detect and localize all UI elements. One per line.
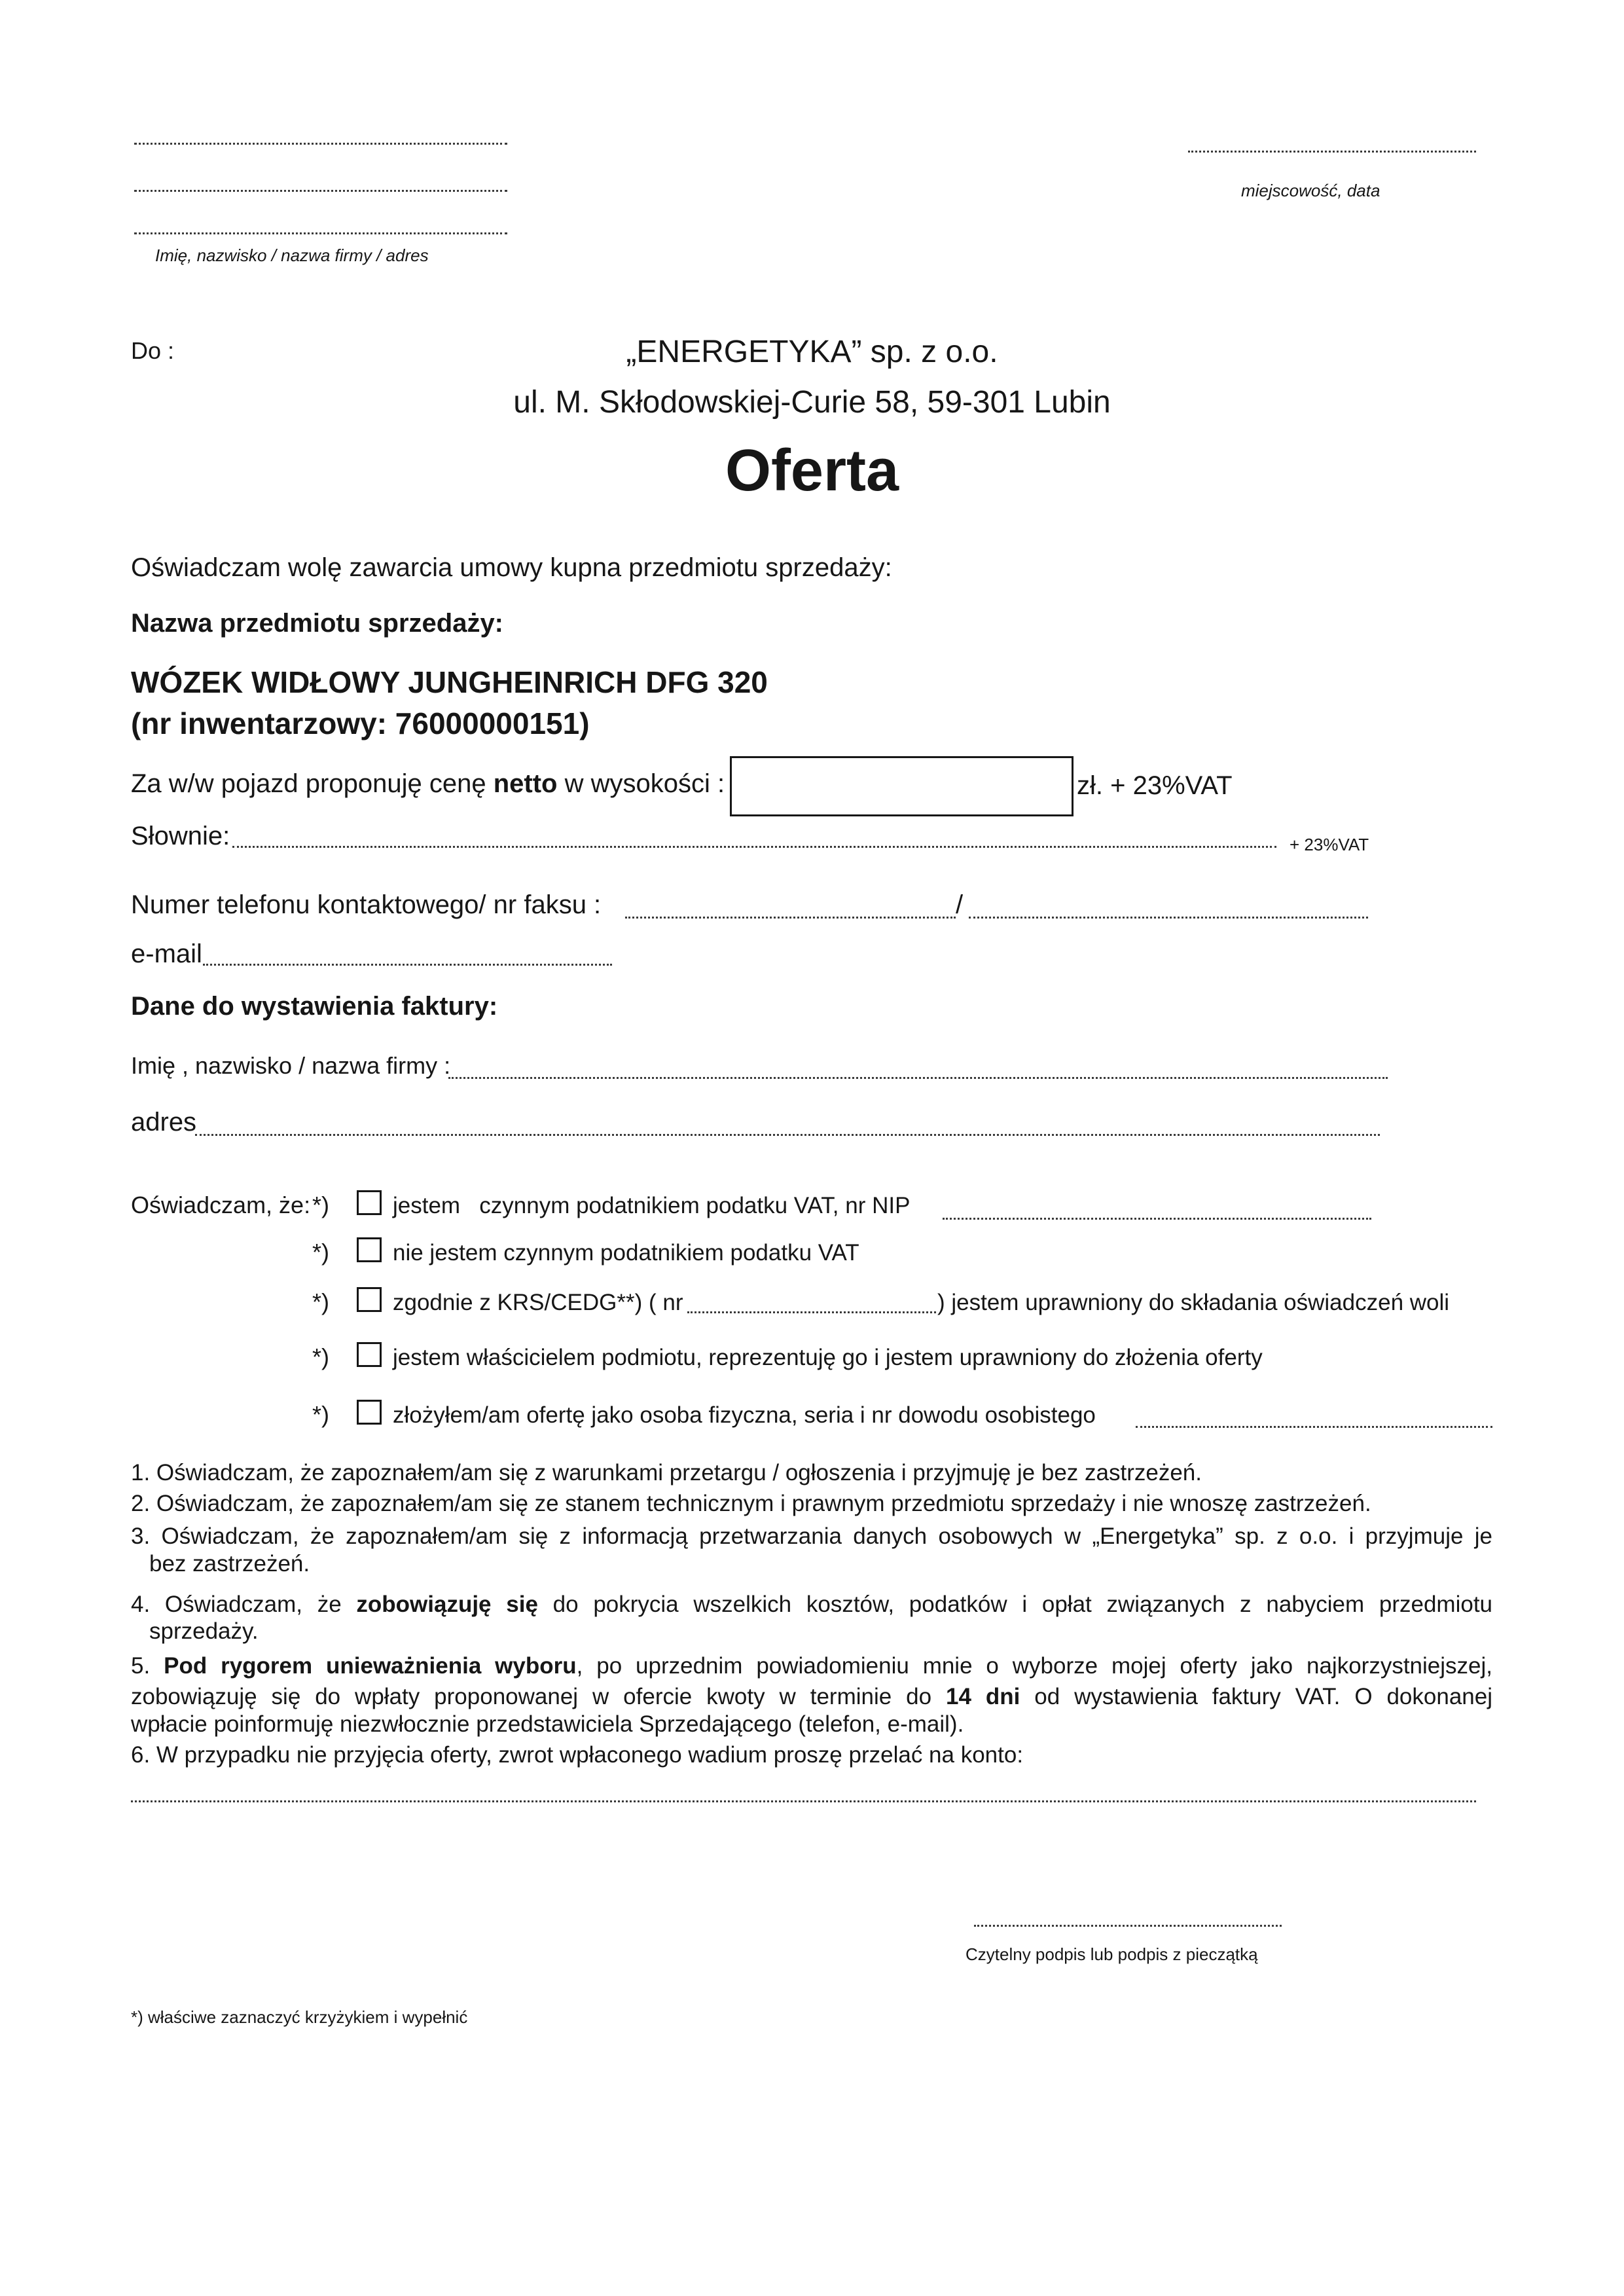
fax-input[interactable]	[969, 917, 1368, 919]
statement-4-a: 4. Oświadczam, że	[131, 1592, 342, 1617]
price-prefix: Za w/w pojazd proponuję cenę	[131, 769, 486, 798]
statement-2: 2. Oświadczam, że zapoznałem/am się ze stanem technicznym i prawnym przedmiotu sprzedaży i nie wnoszę zastrzeżeń.	[131, 1491, 1371, 1516]
statement-4-line-1	[131, 1590, 1492, 1619]
price-prefix-row	[131, 769, 725, 799]
option-private-person: złożyłem/am ofertę jako osoba fizyczna, seria i nr dowodu osobistego	[393, 1402, 1096, 1428]
statement-5-line-2	[131, 1682, 1492, 1711]
sender-line-2[interactable]	[134, 190, 507, 192]
krs-input[interactable]	[687, 1311, 936, 1313]
statement-5-bold: Pod rygorem unieważnienia wyboru	[164, 1653, 577, 1679]
declaration-marker: *)	[312, 1192, 329, 1218]
checkbox-non-vat-payer[interactable]	[357, 1237, 382, 1262]
option-krs-b: ) jestem uprawniony do składania oświadczeń woli	[937, 1290, 1450, 1315]
place-date-line[interactable]	[1188, 151, 1476, 153]
email-input[interactable]	[203, 964, 612, 966]
statement-5-days: 14 dni	[946, 1684, 1020, 1709]
statement-4-bold: zobowiązuję się	[356, 1592, 538, 1617]
sender-line-1[interactable]	[134, 143, 507, 145]
invoice-address-label: adres	[131, 1108, 197, 1137]
declaration-marker: *)	[312, 1239, 329, 1266]
item-label: Nazwa przedmiotu sprzedaży:	[131, 609, 504, 638]
statement-5-line-2-a: zobowiązuję się do wpłaty proponowanej w ofercie kwoty w terminie do	[131, 1684, 932, 1709]
declaration-marker: *)	[312, 1401, 329, 1428]
declarations-lead: Oświadczam, że:	[131, 1192, 311, 1218]
statement-5-line-1	[131, 1651, 1492, 1681]
to-label: Do :	[131, 337, 175, 364]
statement-5-a: , po uprzednim powiadomieniu mnie o wyborze mojej oferty jako najkorzystniejszej,	[576, 1653, 1492, 1679]
price-suffix: w wysokości :	[564, 769, 725, 798]
invoice-name-input[interactable]	[448, 1077, 1388, 1079]
email-label: e-mail	[131, 939, 202, 968]
checkbox-vat-payer[interactable]	[357, 1190, 382, 1215]
statement-6: 6. W przypadku nie przyjęcia oferty, zwrot wpłaconego wadium proszę przelać na konto:	[131, 1742, 1024, 1768]
signature-caption: Czytelny podpis lub podpis z pieczątką	[965, 1944, 1258, 1964]
price-words-label: Słownie:	[131, 822, 230, 850]
checkbox-owner[interactable]	[357, 1342, 382, 1367]
price-netto: netto	[493, 769, 558, 798]
option-vat-payer: jestem czynnym podatnikiem podatku VAT, nr NIP	[393, 1193, 911, 1218]
footnote: *) właściwe zaznaczyć krzyżykiem i wypełnić	[131, 2007, 468, 2027]
sender-line-3[interactable]	[134, 232, 507, 234]
signature-line[interactable]	[974, 1925, 1282, 1927]
option-krs-a: zgodnie z KRS/CEDG**) ( nr	[393, 1290, 683, 1315]
page-title: Oferta	[725, 438, 899, 503]
intro-text: Oświadczam wolę zawarcia umowy kupna przedmiotu sprzedaży:	[131, 553, 892, 582]
statement-3-line-2: bez zastrzeżeń.	[149, 1551, 310, 1576]
price-words-line[interactable]	[232, 846, 1276, 848]
price-words-vat: + 23%VAT	[1290, 835, 1369, 854]
place-date-caption: miejscowość, data	[1241, 181, 1380, 200]
statement-5-line-3: wpłacie poinformuję niezwłocznie przedstawiciela Sprzedającego (telefon, e-mail).	[131, 1711, 964, 1737]
checkbox-krs[interactable]	[357, 1287, 382, 1312]
statement-5-num: 5.	[131, 1653, 151, 1679]
phone-input[interactable]	[625, 917, 956, 919]
bank-account-input[interactable]	[131, 1800, 1476, 1802]
option-owner: jestem właścicielem podmiotu, reprezentuję go i jestem uprawniony do złożenia oferty	[393, 1345, 1263, 1370]
declaration-marker: *)	[312, 1343, 329, 1370]
invoice-name-label: Imię , nazwisko / nazwa firmy :	[131, 1052, 451, 1079]
price-input[interactable]	[730, 756, 1074, 816]
statement-4-b: do pokrycia wszelkich kosztów, podatków i opłat związanych z nabyciem przedmiotu	[552, 1592, 1492, 1617]
item-name: WÓZEK WIDŁOWY JUNGHEINRICH DFG 320	[131, 665, 768, 699]
checkbox-private-person[interactable]	[357, 1400, 382, 1425]
price-currency: zł. + 23%VAT	[1077, 771, 1233, 800]
item-inventory: (nr inwentarzowy: 76000000151)	[131, 706, 590, 740]
statement-3-line-1: 3. Oświadczam, że zapoznałem/am się z informacją przetwarzania danych osobowych w „Energetyka” sp. z o.o. i przyjmuje je	[131, 1523, 1492, 1549]
nip-input[interactable]	[943, 1218, 1371, 1220]
phone-label: Numer telefonu kontaktowego/ nr faksu :	[131, 890, 602, 919]
invoice-address-input[interactable]	[195, 1134, 1380, 1136]
recipient-address: ul. M. Skłodowskiej-Curie 58, 59-301 Lubin	[513, 385, 1111, 420]
id-card-input[interactable]	[1136, 1426, 1492, 1428]
option-non-vat-payer: nie jestem czynnym podatnikiem podatku VAT	[393, 1240, 859, 1266]
statement-5-line-2-b: od wystawienia faktury VAT. O dokonanej	[1034, 1684, 1492, 1709]
declaration-marker: *)	[312, 1288, 329, 1315]
phone-separator: /	[956, 890, 964, 919]
statement-4-line-2: sprzedaży.	[149, 1618, 259, 1644]
invoice-heading: Dane do wystawienia faktury:	[131, 992, 498, 1021]
recipient-company: „ENERGETYKA” sp. z o.o.	[626, 335, 998, 369]
statement-1: 1. Oświadczam, że zapoznałem/am się z warunkami przetargu / ogłoszenia i przyjmuję je bez zastrzeżeń.	[131, 1460, 1202, 1485]
sender-caption: Imię, nazwisko / nazwa firmy / adres	[155, 246, 429, 265]
